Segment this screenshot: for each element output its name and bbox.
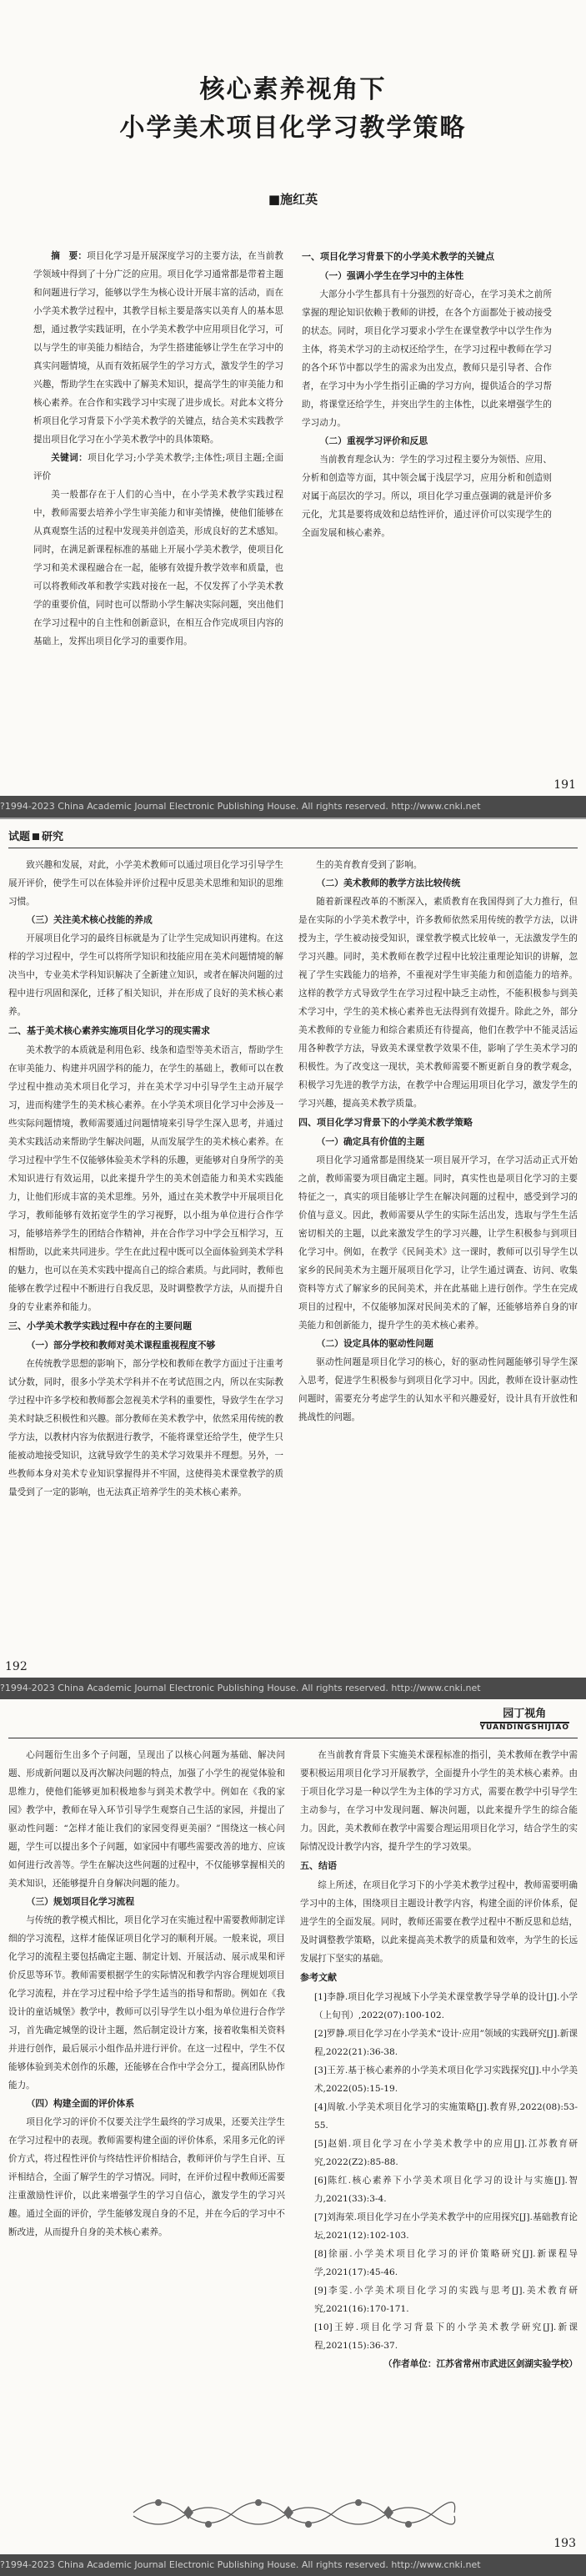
article-title-line1: 核心素养视角下 (199, 75, 387, 104)
reference-item: [1]李静.项目化学习视域下小学美术课堂教学导学单的设计[J].小学（上旬刊）,2022(07):100-102. (313, 1992, 578, 2020)
right-column-p3 (300, 1746, 578, 2480)
heading-a3: （三）关注美术核心技能的养成 (26, 914, 153, 925)
header-left-text: 试题 (8, 831, 31, 843)
paragraph-four-2: 驱动性问题是项目化学习的核心，好的驱动性问题能够引导学生深入思考，促进学生积极参与到项目化学习中。因此，教师在设计驱动性问题时，需要充分考虑学生的认知水平和兴趣爱好，设计具有开放性和挑战性的问题。 (298, 1357, 578, 1422)
page-192 (0, 819, 586, 1699)
footer-copyright: ?1994-2023 China Academic Journal Electronic Publishing House. All rights reserved. http://www.cnki.net (0, 2559, 481, 2570)
paragraph-a: 致兴趣和发展，对此，小学美术教师可以通过项目化学习引导学生展开评价，使学生可以在体验并评价过程中反思美术思维和知识的思维习惯。 (8, 860, 283, 907)
references-list (300, 1988, 578, 2355)
heading-two: 二、基于美术核心素养实施项目化学习的现实需求 (8, 1025, 210, 1036)
keywords (33, 449, 283, 486)
heading-one: 一、项目化学习背景下的小学美术教学的关键点 (302, 251, 494, 262)
intro-paragraph: 美一般都存在于人们的心当中，在小学美术教学实践过程中，教师需要去培养小学生审美能力和审美情操，使他们能够在从真观察生活的过程中发现美并创造美，形成良好的艺术感知。同时，在满足新课程标准的基础上开展小学美术教学，使项目化学习和美术课程融合在一起，能够有效提升教学效率和质量，也可以将教师改革和教学实践对接在一起，不仅发挥了小学美术教学的重要价值，同时也可以帮助小学生解决实际问题，突出他们在学习过程中的自主性和创新意识，在相互合作完成项目内容的基础上，发挥出项目化学习的重要作用。 (33, 490, 283, 647)
page-191 (0, 0, 586, 818)
left-column-p1 (33, 247, 283, 781)
header-cn: 园丁视角 (480, 1704, 569, 1723)
paragraph-c3: 与传统的教学模式相比，项目化学习在实施过程中需要教师制定详细的学习流程，这样才能保证项目化学习的顺利开展。一般来说，项目化学习的流程主要包括确定主题、制定计划、开展活动、展示成果和评价反思等环节。教师需要根据学生的实际情况和教学内容合理规划项目化学习流程，并在学习过程中给予学生适当的指导和帮助。例如在《我设计的童话城堡》教学中，教师可以引导学生以小组为单位进行合作学习，首先确定城堡的设计主题，然后制定设计方案，接着收集相关资料并进行创作，最后展示小组作品并进行评价。在这一过程中，学生不仅能够体验到美术创作的乐趣，还能够在合作中学会分工，提高团队协作能力。 (8, 1915, 285, 2090)
reference-item: [3]王芳.基于核心素养的小学美术项目化学习实践探究[J].中小学美术,2022(05):15-19. (313, 2065, 578, 2094)
reference-item: [8]徐丽.小学美术项目化学习的评价策略研究[J].新课程导学,2021(17):45-46. (313, 2249, 578, 2277)
author-affiliation: （作者单位：江苏省常州市武进区剑湖实验学校） (383, 2359, 578, 2369)
paragraph-b2: 随着新课程改革的不断深入，素质教育在我国得到了大力推行，但是在实际的小学美术教学中，许多教师依然采用传统的教学方法，以讲授为主，学生被动接受知识，课堂教学模式比较单一，无法激发学生的学习兴趣。同时，美术教师在教学过程中比较注重理论知识的讲解，忽视了学生实践能力的培养，不重视对学生审美能力和创造能力的培养。这样的教学方式导致学生在学习过程中缺乏主动性，不能积极参与到美术学习中，学生的美术核心素养也无法得到有效提升。除此之外，部分美术教师的专业能力和综合素质还有待提高，他们在教学中不能灵活运用各种教学方法，导致美术课堂教学效果不佳，影响了学生美术学习的积极性。为了改变这一现状，美术教师需要不断更新自身的教学观念，积极学习先进的教学方法，在教学中合理运用项目化学习，激发学生的学习兴趣，提高美术教学质量。 (298, 897, 578, 1109)
column-header (480, 1704, 569, 1732)
reference-item: [10]王婷.项目化学习背景下的小学美术教学研究[J].新课程,2021(15):36-37. (313, 2322, 578, 2351)
reference-item: [6]陈红.核心素养下小学美术项目化学习的设计与实施[J].智力,2021(33):3-4. (313, 2176, 578, 2204)
column-header (8, 828, 63, 843)
page-number: 192 (2, 1656, 31, 1678)
footer-copyright: ?1994-2023 China Academic Journal Electronic Publishing House. All rights reserved. http://www.cnki.net (0, 1683, 481, 1693)
paragraph-c4: 项目化学习的评价不仅要关注学生最终的学习成果，还要关注学生在学习过程中的表现。教师需要构建全面的评价体系，采用多元化的评价方式，将过程性评价与终结性评价相结合，教师评价与学生自评、互评相结合，全面了解学生的学习情况。同时，在评价过程中教师还需要注重激励性评价，以此来增强学生的学习自信心，激发学生的学习兴趣。通过全面的评价，学生能够发现自身的不足，并在今后的学习中不断改进，从而提升自身的美术核心素养。 (8, 2117, 285, 2237)
paragraph-a3: 开展项目化学习的最终目标就是为了让学生完成知识再建构。在这样的学习过程中，学生可以将所学知识和技能应用在美术问题情境的解决当中，专业美术学科知识解决了全新建立知识，或者在解决问题的过程中进行巩固和深化，迁移了相关知识，并在形成了良好的美术核心素养。 (8, 933, 283, 1017)
reference-item: [7]刘海荣.项目化学习在小学美术教学中的应用探究[J].基础教育论坛,2021(12):102-103. (313, 2212, 578, 2241)
heading-c3: （三）规划项目化学习流程 (26, 1896, 135, 1907)
footer-copyright: ?1994-2023 China Academic Journal Electronic Publishing House. All rights reserved. http://www.cnki.net (0, 801, 481, 812)
page-number: 193 (550, 2533, 579, 2554)
left-column-p3 (8, 1746, 285, 2480)
heading-four-2: （二）设定具体的驱动性问题 (316, 1338, 433, 1349)
page-193 (0, 1699, 586, 2576)
paragraph-one-2: 当前教育理念认为：学生的学习过程主要分为领悟、应用、分析和创造等方面，其中领会属于浅层学习，应用分析和创造则对属于高层次的学习。所以，项目化学习重点强调的就是评价多元化，尤其是要将成效和总结性评价，通过评价可以实现学生的全面发展和核心素养。 (302, 455, 552, 538)
square-bullet-icon (33, 833, 39, 840)
reference-item: [5]赵娟.项目化学习在小学美术教学中的应用[J].江苏教育研究,2022(Z2):85-88. (313, 2139, 578, 2167)
abstract-text: 项目化学习是开展深度学习的主要方法，在当前教学领域中得到了十分广泛的应用。项目化学习通常都是带着主题和问题进行学习，能够以学生为核心设计开展丰富的活动，而在小学美术教学过程中，其教学目标主要是落实以美育人的基本思想，通过教学实践证明，在小学美术教学中应用项目化学习，可以与学生的审美能力相结合，为学生搭建能够让学生在学习中的真实问题情境，从而有效拓展学生的学习方式，激发学生的学习兴趣，帮助学生在实践中了解美术知识，提高学生的审美能力和核心素养。在合作和实践学习中实现了进步成长。对此本文将分析项目化学习背景下小学美术教学的关键点，结合美术实践教学提出项目化学习在小学美术教学中的具体策略。 (33, 251, 284, 445)
keywords-text: 项目化学习;小学美术教学;主体性;项目主题;全面评价 (33, 453, 284, 481)
paragraph-c1: 心问题衍生出多个子问题，呈现出了以核心问题为基础、解决问题、形成新问题以及再次解决问题的特点，加强了小学生的视觉体验和思维力，使他们能够更加积极地参与到美术教学中。例如在《我的家园》教学中，教师在导入环节引导学生观察自己生活的家园，并提出了驱动性问题：“怎样才能让我们的家园变得更美丽？”围绕这一核心问题，学生可以提出多个子问题，如家园中有哪些需要改善的地方、应该如何进行改善等。学生在解决这些问题的过程中，不仅能够掌握相关的美术知识，还能够提升自身解决问题的能力。 (8, 1750, 285, 1889)
header-right-text: 研究 (42, 831, 64, 843)
paragraph-d1: 在当前教育背景下实施美术课程标准的指引，美术教师在教学中需要积极运用项目化学习开展教学，全面提升小学生的美术核心素养。由于项目化学习是一种以学生为主体的学习方式，需要在教学中引导学生主动参与，在学习中发现问题、解决问题，以此来提升学生的综合能力。因此，美术教师在教学中需要合理运用项目化学习，结合学生的实际情况设计教学内容，提升学生的学习效果。 (300, 1750, 578, 1852)
header-en: YUANDINGSHIJIAO (479, 1723, 569, 1732)
heading-five: 五、结语 (300, 1860, 337, 1871)
abstract-label: 摘 要： (51, 251, 88, 261)
references-title: 参考文献 (300, 1972, 337, 1983)
reference-item: [9]李雯.小学美术项目化学习的实践与思考[J].美术教育研究,2021(16):170-171. (313, 2286, 578, 2314)
heading-three: 三、小学美术教学实践过程中存在的主要问题 (8, 1321, 192, 1331)
article-title-line2: 小学美术项目化学习教学策略 (119, 113, 467, 143)
heading-three-1: （一）部分学校和教师对美术课程重视程度不够 (26, 1340, 216, 1351)
paragraph-two: 美术教学的本质就是利用色彩、线条和造型等美术语言，帮助学生在审美能力、构建并巩固学科的能力，在学生的基础上，教师可以在教学过程中推动美术项目化学习，并在美术学习中引导学生主动开展学习，进而构建学生的美术核心素养。在小学美术项目化学习中会涉及一些实际问题情境，教师需要通过问题情境来引导学生深入思考，并通过美术实践活动来帮助学生解决问题，从而发展学生的美术核心素养。在学习过程中学生不仅能够体验美术学科的乐趣，更能够对自身所学的美术知识进行有效运用，以此来提升学生的美术创造能力和美术实践能力，让他们形成丰富的美术思维。另外，通过在美术教学中开展项目化学习，教师能够有效拓宽学生的学习视野，以小组为单位进行合作学习，能够培养学生的团结合作精神，并在合作学习中学会互相学习，互相帮助，以此来共同进步。学生在此过程中既可以全面体验到美术学科的魅力，也可以在美术实践中提高自己的综合素质。与此同时，教师也能够在教学过程中不断进行自我反思，及时调整教学方法，从而提升自身的专业素养和能力。 (8, 1045, 283, 1312)
heading-one-1: （一）强调小学生在学习中的主体性 (319, 270, 464, 281)
keywords-label: 关键词： (51, 453, 88, 463)
page-footer (0, 778, 586, 818)
page-number: 191 (550, 774, 579, 796)
heading-one-2: （二）重视学习评价和反思 (319, 435, 428, 446)
paragraph-three-1: 在传统教学思想的影响下，部分学校和教师在教学方面过于注重考试分数，同时，很多小学美术学科并不在考试范围之内，所以在实际教学过程中许多学校和教师都会忽视美术学科的重要性，导致学生在学习美术时缺乏积极性和兴趣。部分教师在美术教学中，依然采用传统的教学方法，以教材内容为依据进行教学，不能将课堂还给学生，使学生只能被动地接受知识，这就导致学生的美术学习效果并不理想。另外，一些教师本身对美术专业知识掌握得并不牢固，这使得美术课堂教学的质量受到了一定的影响，也无法真正培养学生的美术核心素养。 (8, 1359, 283, 1497)
left-column-p2 (8, 856, 283, 1657)
abstract (33, 247, 283, 449)
floral-ornament-icon (125, 2488, 458, 2533)
paragraph-one-1: 大部分小学生都具有十分强烈的好奇心，在学习美术之前所掌握的理论知识依赖于教师的讲授，在各个方面都处于被动接受的状态。同时，项目化学习要求小学生在课堂教学中以学生作为主体，将美术学习的主动权还给学生，在学习过程中教师在学习的各个环节中都以学生的需求为出发点，教师只是引导者、合作者，在学习中为小学生指引正确的学习方向，提供适合的学习帮助，将课堂还给学生，并突出学生的主体性，以此来增强学生的学习动力。 (302, 289, 552, 428)
paragraph-b: 生的美育教育受到了影响。 (316, 860, 423, 870)
heading-c4: （四）构建全面的评价体系 (26, 2098, 135, 2109)
reference-item: [2]罗静.项目化学习在小学美术“设计·应用”领域的实践研究[J].新课程,2022(21):36-38. (313, 2029, 578, 2057)
right-column-p2 (298, 856, 578, 1657)
page-footer (0, 1660, 586, 1699)
heading-four: 四、项目化学习背景下的小学美术教学策略 (298, 1117, 473, 1128)
paragraph-five: 综上所述，在项目化学习下的小学美术教学过程中，教师需要明确学习中的主体，围绕项目主题设计教学内容，构建全面的评价体系，促进学生的全面发展。同时，教师还需要在教学过程中不断反思和总结，及时调整教学策略，以此来提高美术教学的质量和效率，为学生的长远发展打下坚实的基础。 (300, 1880, 578, 1964)
paragraph-four-1: 项目化学习通常都是围绕某一项目展开学习，在学习活动正式开始之前，教师需要为项目确定主题。同时，真实性也是项目化学习的主要特征之一，真实的项目能够让学生在解决问题的过程中，感受到学习的价值与意义。因此，教师需要从学生的实际生活出发，选取与学生生活密切相关的主题，以此来激发学生的学习兴趣，让学生积极参与到项目化学习中。例如，在教学《民间美术》这一课时，教师可以引导学生以家乡的民间美术为主题开展项目化学习，让学生通过调查、访问、收集资料等方式了解家乡的民间美术，并在此基础上进行创作。学生在完成项目的过程中，不仅能够加深对民间美术的了解，还能够培养自身的审美能力和创新能力，提升学生的美术核心素养。 (298, 1155, 578, 1331)
page-footer (0, 2537, 586, 2576)
heading-four-1: （一）确定具有价值的主题 (316, 1136, 425, 1147)
reference-item: [4]周敏.小学美术项目化学习的实施策略[J].教育界,2022(08):53-55. (313, 2102, 578, 2131)
right-column-p1 (302, 247, 552, 781)
heading-b2: （二）美术教师的教学方法比较传统 (316, 878, 461, 888)
author-name: ■施红英 (268, 192, 318, 207)
